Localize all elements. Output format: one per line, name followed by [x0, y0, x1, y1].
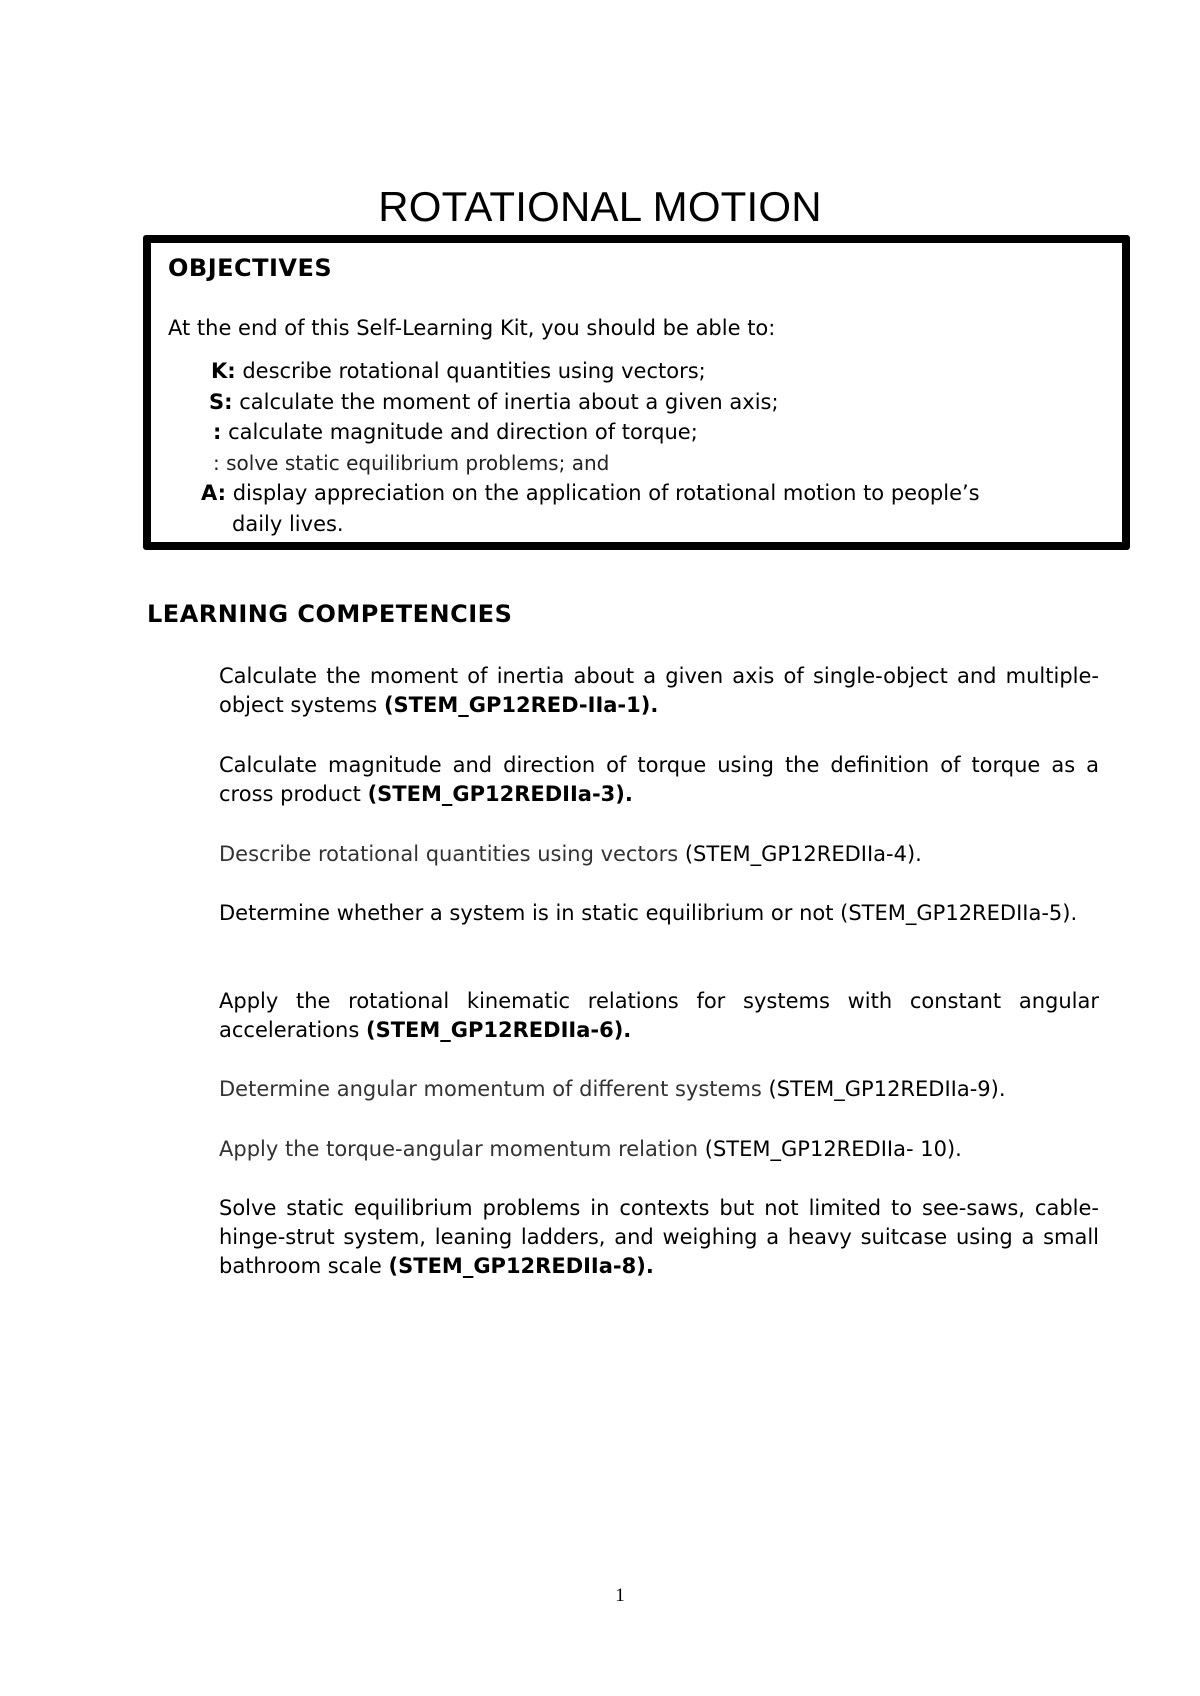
competency-item — [219, 751, 1099, 809]
objective-text: daily lives. — [232, 512, 344, 536]
competency-text: Solve static equilibrium problems in contexts but not limited to see-saws, cable-hinge-strut system, leaning ladders, and weighing a heavy suitcase using a small bathroom scale — [219, 1196, 1099, 1278]
objective-item — [201, 481, 980, 505]
objective-prefix: S: — [209, 390, 233, 414]
objective-item — [209, 390, 779, 414]
competencies-heading: LEARNING COMPETENCIES — [147, 600, 513, 628]
objective-text: calculate the moment of inertia about a given axis; — [232, 390, 779, 414]
competency-text: Apply the rotational kinematic relations for systems with constant angular accelerations — [219, 989, 1099, 1042]
objective-item — [211, 359, 706, 383]
objective-item — [232, 512, 344, 536]
competency-text: Describe rotational quantities using vectors — [219, 842, 685, 866]
competency-text: Determine angular momentum of different systems — [219, 1077, 769, 1101]
objectives-box — [143, 235, 1130, 550]
competency-item — [219, 1194, 1099, 1281]
competency-item — [219, 662, 1099, 720]
competency-code: (STEM_GP12REDIIa- 10). — [704, 1137, 962, 1161]
competency-code: (STEM_GP12REDIIa-6). — [365, 1018, 632, 1042]
competency-item — [219, 899, 1099, 928]
competency-item — [219, 1135, 1099, 1164]
competency-code: (STEM_GP12REDIIa-3). — [367, 782, 633, 806]
competency-text: Apply the torque-angular momentum relation — [219, 1137, 705, 1161]
competency-code: (STEM_GP12REDIIa-5). — [840, 901, 1078, 925]
objective-text: solve static equilibrium problems; and — [219, 451, 610, 475]
objective-text: display appreciation on the application of rotational motion to people’s — [226, 481, 980, 505]
competency-text: Calculate magnitude and direction of torque using the definition of torque as a cross product — [219, 753, 1099, 806]
competency-item — [219, 840, 1099, 869]
objectives-intro: At the end of this Self-Learning Kit, you should be able to: — [168, 316, 776, 340]
objective-prefix: A: — [201, 481, 227, 505]
competency-code: (STEM_GP12REDIIa-9). — [768, 1077, 1006, 1101]
competency-item — [219, 1075, 1099, 1104]
objective-item — [213, 451, 609, 475]
competency-text: Determine whether a system is in static equilibrium or not — [219, 901, 841, 925]
competency-code: (STEM_GP12RED-IIa-1). — [383, 693, 659, 717]
competency-code: (STEM_GP12REDIIa-4). — [684, 842, 922, 866]
competency-code: (STEM_GP12REDIIa-8). — [388, 1254, 654, 1278]
objectives-heading: OBJECTIVES — [168, 254, 333, 282]
page-number: 1 — [615, 1585, 625, 1606]
objective-item — [213, 420, 698, 444]
objective-prefix: : — [213, 420, 222, 444]
page-title: ROTATIONAL MOTION — [378, 183, 822, 230]
objective-prefix: : — [213, 451, 220, 475]
objective-prefix: K: — [211, 359, 236, 383]
objective-text: calculate magnitude and direction of torque; — [221, 420, 698, 444]
objective-text: describe rotational quantities using vectors; — [235, 359, 706, 383]
competency-item — [219, 987, 1099, 1045]
competency-text: Calculate the moment of inertia about a given axis of single-object and multiple-object systems — [219, 664, 1099, 717]
